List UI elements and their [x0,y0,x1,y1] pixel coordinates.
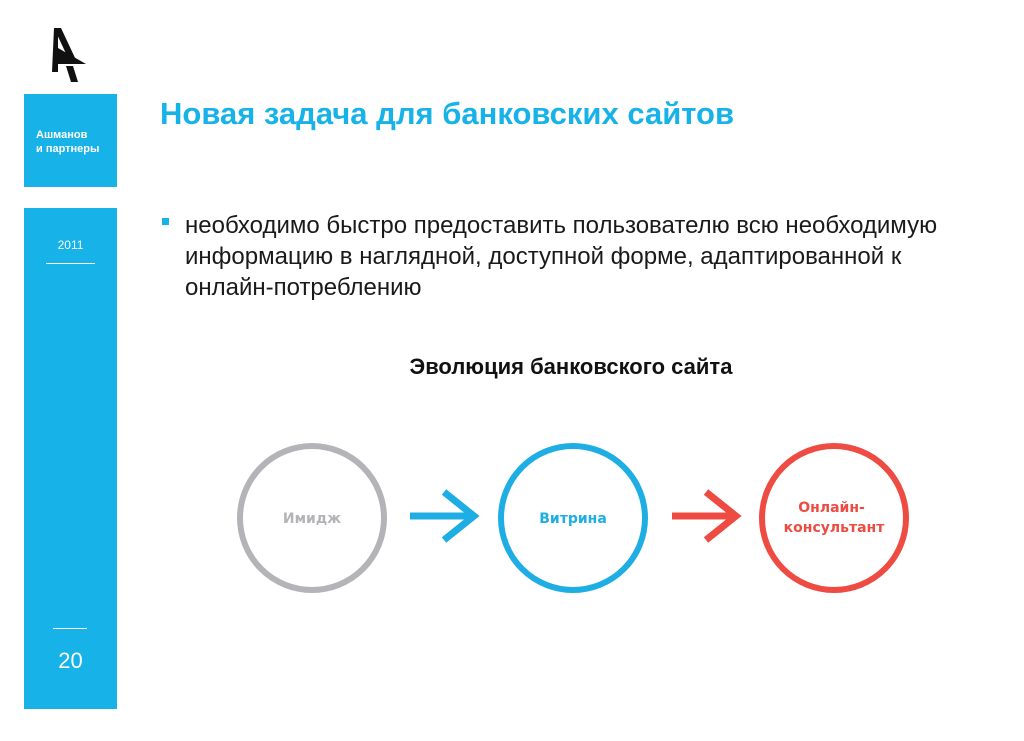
diagram-title: Эволюция банковского сайта [409,354,733,379]
year-label: 2011 [57,238,84,252]
bullet-text: необходимо быстро предоставить пользователю всю необходимую информацию в наглядной, доступной форме, адаптированной к онлайн-потреблению [185,212,938,301]
stage-consultant-label-line1: Онлайн- [798,500,865,516]
divider [46,263,95,264]
stage-consultant-label-line2: консультант [783,520,885,536]
side-bar [24,208,117,709]
brand-name: Ашманов и партнеры [36,129,100,155]
stage-consultant-circle [762,446,906,590]
arrow-right-icon [410,492,474,540]
bullet-marker [162,218,169,225]
divider [53,628,87,629]
page-number: 20 [58,648,83,673]
evolution-diagram [230,440,920,600]
company-logo [48,20,92,84]
stage-image-label: Имидж [282,511,342,527]
stage-showcase-label: Витрина [539,511,607,527]
stage-consultant-label [784,500,886,536]
brand-block [24,94,117,187]
slide-title: Новая задача для банковских сайтов [160,96,735,131]
arrow-right-icon [672,492,736,540]
